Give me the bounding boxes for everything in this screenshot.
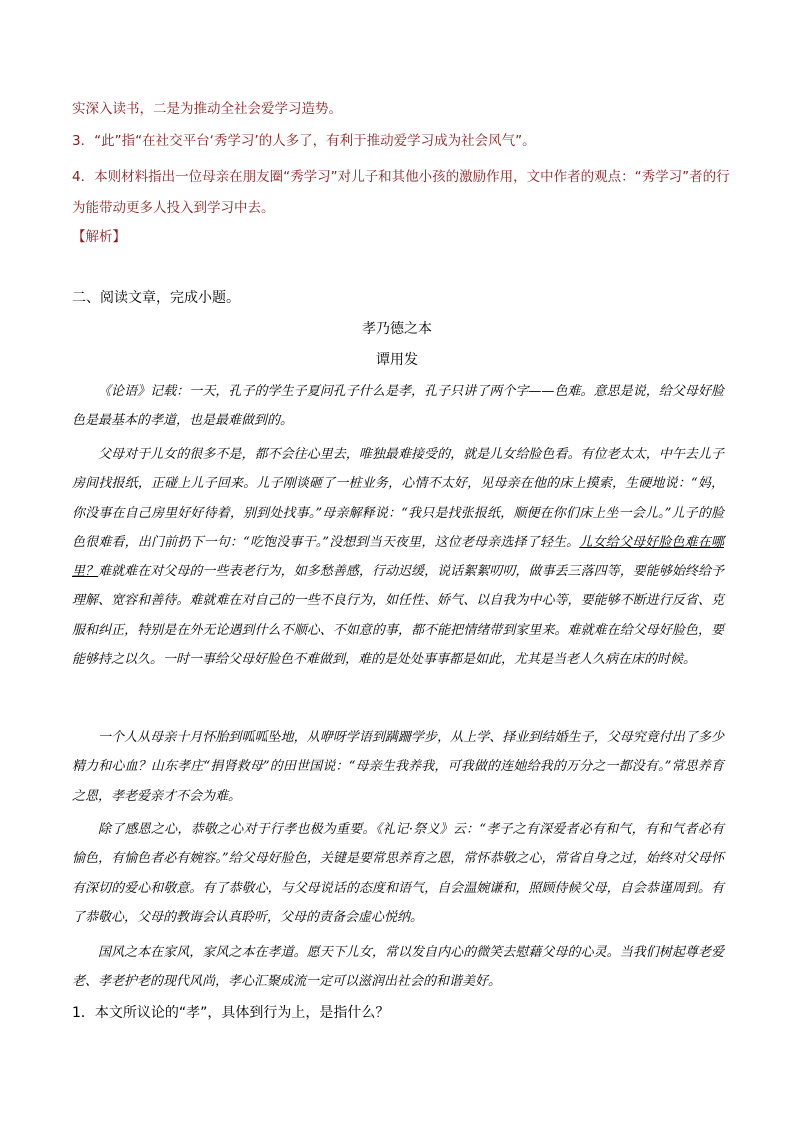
paragraph-2-part-a: 父母对于儿女的很多不是，都不会往心里去，唯独最难接受的，就是儿女给脸色看。有位老太太，中午去儿子房间找报纸，正碰上儿子回来。儿子刚谈砸了一桩业务，心情不太好，见母亲在他的床上摸索，生硬地说：“妈，你没事在自己房里好好待着，别到处找事。”母亲解释说：“我只是找张报纸，顺便在你们床上坐一会儿。”儿子的脸色很难看，出门前扔下一句：“吃饱没事干。”没想到当天夜里，这位老母亲选择了轻生。 [72,447,724,550]
question-1: 1．本文所议论的“孝”，具体到行为上，是指什么？ [72,1005,390,1021]
answer-4: 4．本则材料指出一位母亲在朋友圈“秀学习”对儿子和其他小孩的激励作用，文中作者的观点：“秀学习”者的行为能带动更多人投入到学习中去。 [72,169,730,216]
paragraph-2-part-b: 难就难在对父母的一些表老行为，如多愁善感，行动迟缓，说话絮絮叨叨，做事丢三落四等，要能够始终给予理解、宽容和善待。难就难在对自己的一些不良行为，如任性、娇气、以自我为中心等，要能够不断进行反省、克服和纠正，特别是在外无论遇到什么不顺心、不如意的事，都不能把情绪带到家里来。难就难在给父母好脸色，要能够持之以久。一时一事给父母好脸色不难做到，难的是处处事事都是如此，尤其是当老人久病在床的时候。 [72,564,724,668]
answer-3: 3．“此”指“在社交平台‘秀学习’的人多了，有利于推动爱学习成为社会风气”。 [72,133,536,149]
underlined-question: 儿女给父母好脸色难在哪里？ [72,534,724,580]
article-paragraph-2 [72,440,724,674]
article-paragraph-1: 《论语》记载：一天，孔子的学生子夏问孔子什么是孝，孔子只讲了两个字——色难。意思是说，给父母好脸色是最基本的孝道，也是最难做到的。 [72,384,724,429]
analysis-label: 【解析】 [72,229,126,245]
article-paragraph-3: 一个人从母亲十月怀胎到呱呱坠地，从咿呀学语到蹒跚学步，从上学、择业到结婚生子，父母究竟付出了多少精力和心血？山东孝庄“捐肾救母”的田世国说：“母亲生我养我，可我做的连她给我的万分之一都没有。”常思养育之恩，孝老爱亲才不会为难。 [72,730,724,804]
section-heading: 二、阅读文章，完成小题。 [72,290,240,306]
article-title: 孝乃德之本 [362,321,432,337]
answer-line-2-tail: 实深入读书，二是为推动全社会爱学习造势。 [72,101,342,117]
article-author: 谭用发 [376,352,418,368]
article-paragraph-5: 国风之本在家风，家风之本在孝道。愿天下儿女，常以发自内心的微笑去慰藉父母的心灵。当我们树起尊老爱老、孝老护老的现代风尚，孝心汇聚成流一定可以滋润出社会的和谐美好。 [72,945,724,990]
article-paragraph-4: 除了感恩之心，恭敬之心对于行孝也极为重要。《礼记·祭义》云：“孝子之有深爱者必有和气，有和气者必有愉色，有愉色者必有婉容。”给父母好脸色，关键是要常思养育之恩，常怀恭敬之心，常省自身之过，始终对父母怀有深切的爱心和敬意。有了恭敬心，与父母说话的态度和语气，自会温婉谦和，照顾侍候父母，自会恭谨周到。有了恭敬心，父母的教诲会认真聆听，父母的责备会虚心悦纳。 [72,822,724,925]
